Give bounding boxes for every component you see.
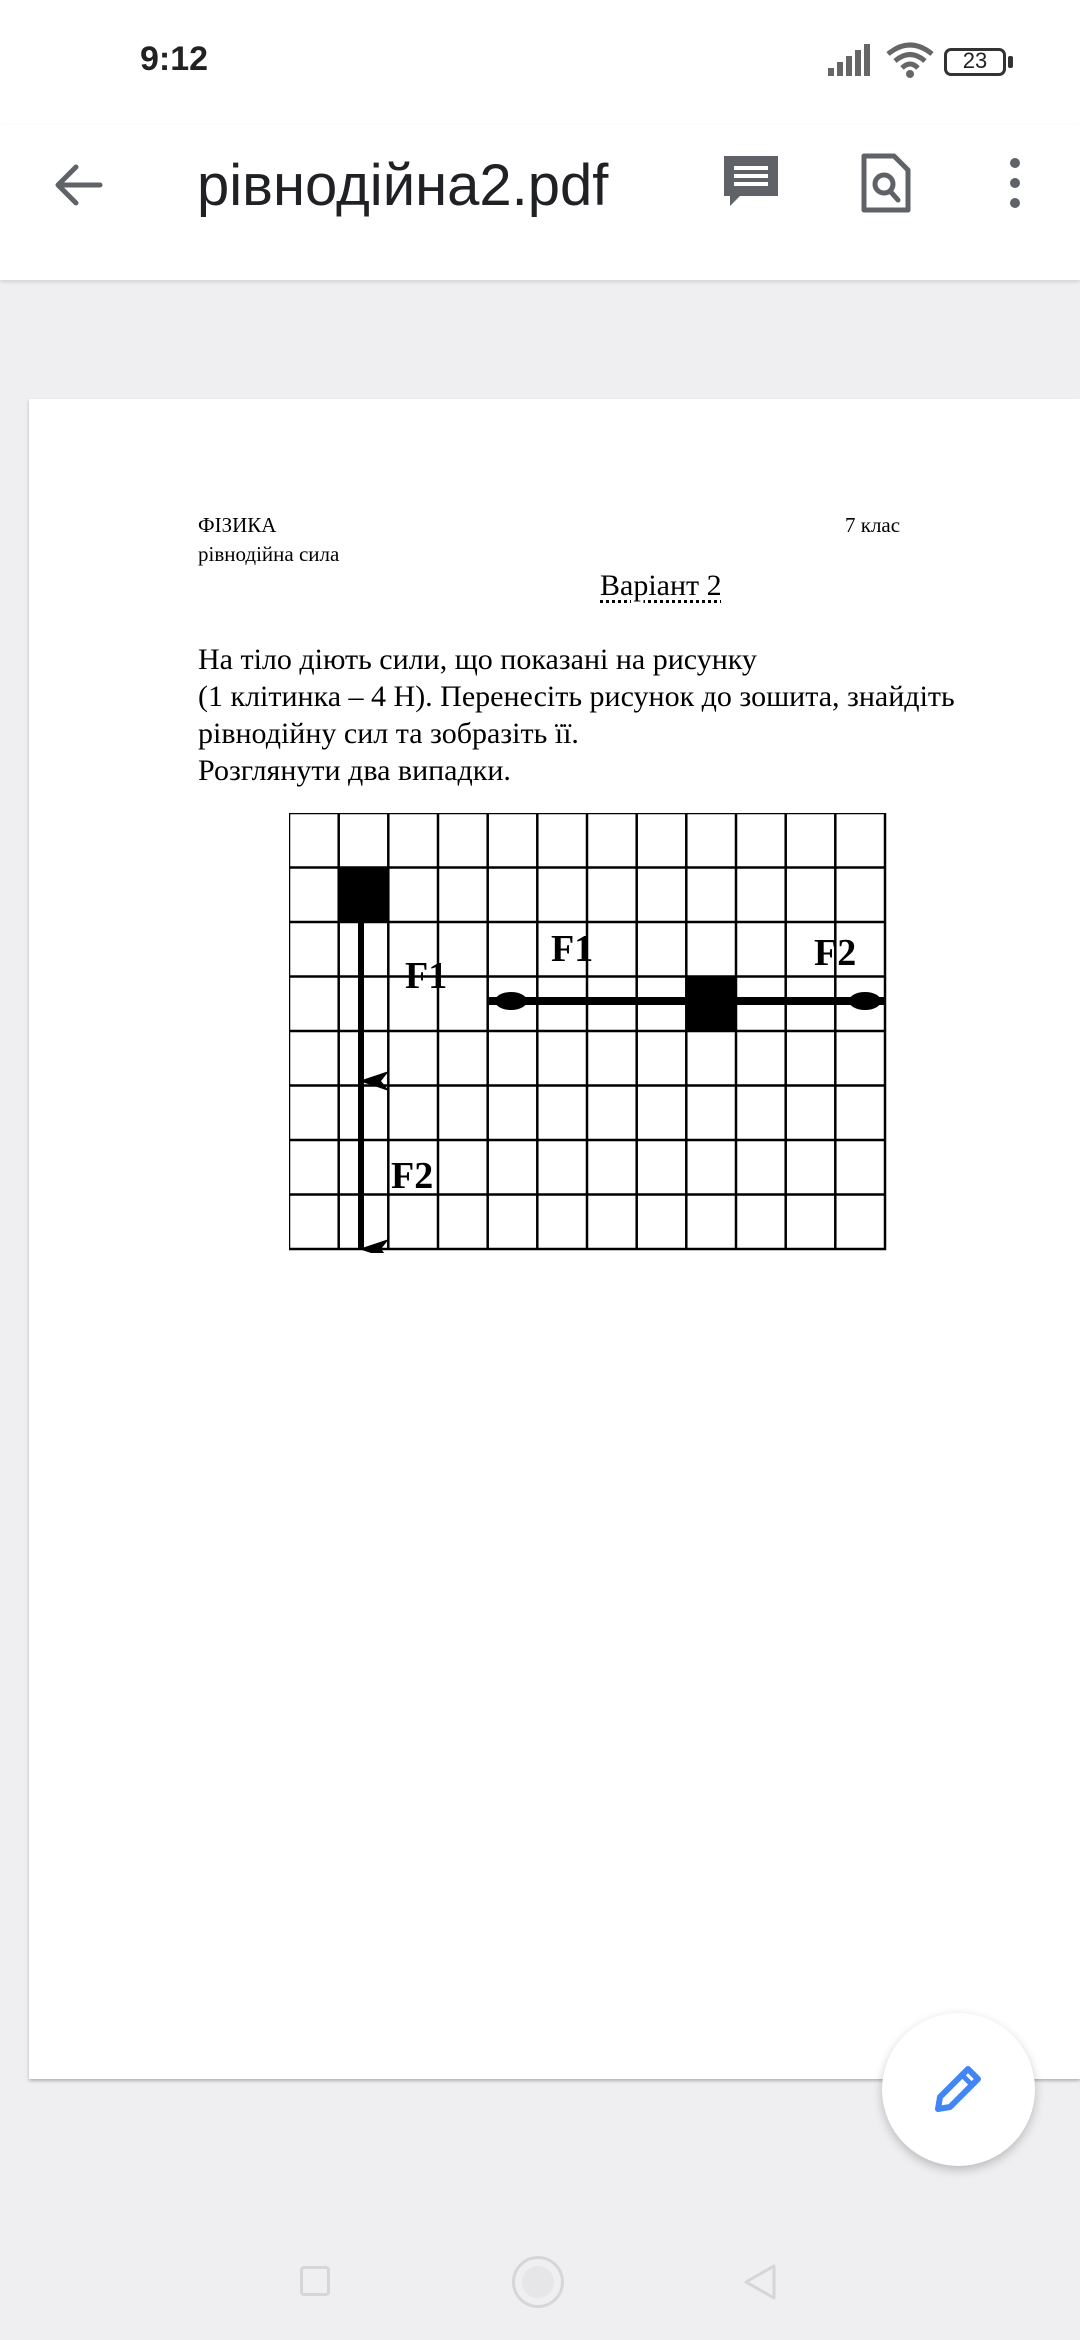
body-block-case1 bbox=[339, 868, 388, 922]
body-block-case2 bbox=[687, 977, 736, 1031]
label-f1-case2: F1 bbox=[551, 928, 594, 970]
signal-icon bbox=[828, 44, 874, 76]
system-nav-bar bbox=[0, 2210, 1080, 2340]
recents-square-icon[interactable] bbox=[300, 2266, 330, 2296]
find-in-page-icon[interactable] bbox=[852, 150, 918, 216]
wifi-icon bbox=[886, 42, 934, 78]
back-triangle-icon[interactable] bbox=[742, 2262, 778, 2302]
label-f2-case1: F2 bbox=[391, 1155, 434, 1197]
force-diagram bbox=[289, 813, 889, 1253]
status-bar bbox=[0, 0, 1080, 125]
battery-level: 23 bbox=[962, 48, 988, 73]
doc-subject: ФІЗИКА bbox=[198, 513, 277, 537]
task-text bbox=[198, 641, 1058, 789]
label-f2-case2: F2 bbox=[814, 932, 857, 974]
edit-button[interactable] bbox=[882, 2013, 1035, 2166]
task-line: рівнодійну сил та зобразіть її. bbox=[198, 717, 579, 750]
arrow-back-icon[interactable] bbox=[48, 155, 108, 215]
doc-grade: 7 клас bbox=[845, 513, 901, 537]
comments-icon[interactable] bbox=[718, 150, 784, 216]
doc-topic: рівнодійна сила bbox=[198, 542, 340, 566]
pdf-page[interactable] bbox=[29, 399, 1080, 2079]
task-line: Розглянути два випадки. bbox=[198, 754, 511, 787]
label-f1-case1: F1 bbox=[405, 955, 448, 997]
edit-pencil-icon bbox=[928, 2059, 988, 2119]
battery-tip bbox=[1008, 56, 1013, 68]
task-line: На тіло діють сили, що показані на рисунку bbox=[198, 643, 757, 676]
arrowhead-f2-case2 bbox=[849, 992, 881, 1010]
document-title: рівнодійна2.pdf bbox=[197, 153, 609, 218]
app-bar bbox=[0, 125, 1080, 280]
home-circle-icon[interactable] bbox=[512, 2256, 564, 2308]
doc-variant: Варіант 2 bbox=[600, 569, 722, 602]
arrowhead-f1-case2 bbox=[495, 992, 527, 1010]
more-vert-icon[interactable] bbox=[1000, 150, 1030, 216]
battery-icon bbox=[944, 48, 1006, 76]
task-line: (1 клітинка – 4 Н). Перенесіть рисунок до зошита, знайдіть bbox=[198, 680, 955, 713]
status-time: 9:12 bbox=[140, 40, 209, 78]
